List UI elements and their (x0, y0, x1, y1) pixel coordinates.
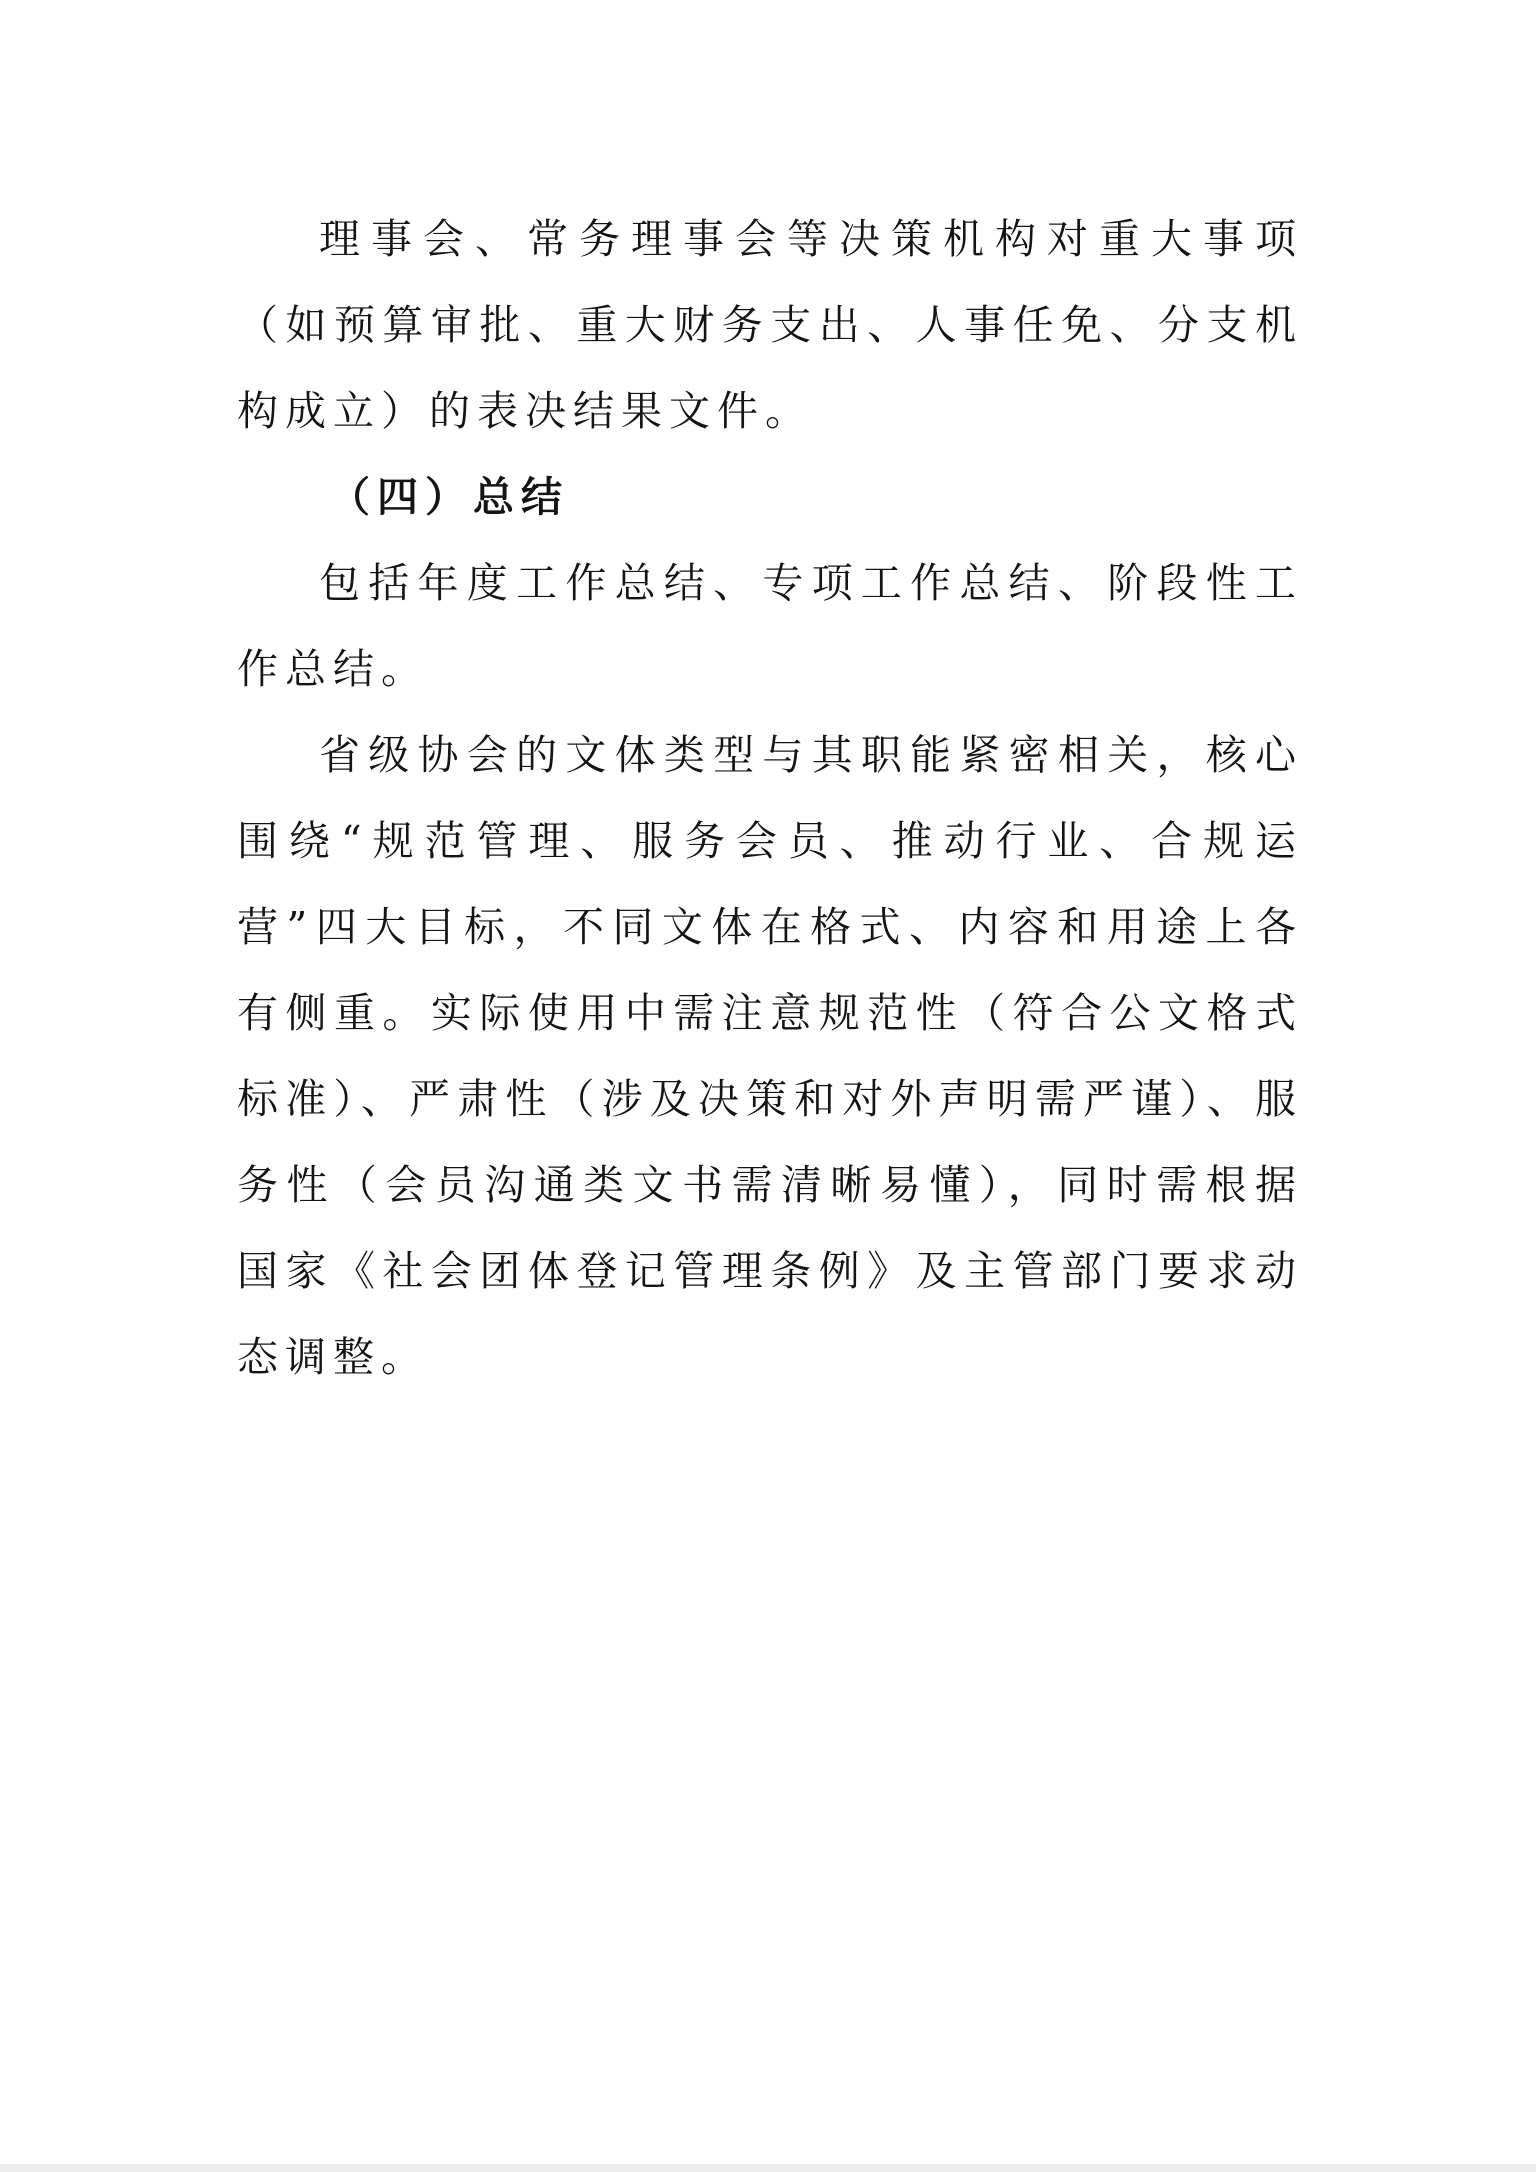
section-heading-summary: （四）总结 (329, 473, 569, 521)
paragraph-conclusion: 省级协会的文体类型与其职能紧密相关，核心围绕“规范管理、服务会员、推动行业、合规运营”四大目标，不同文体在格式、内容和用途上各有侧重。实际使用中需注意规范性（符合公文格式标准）、严肃性（涉及决策和对外声明需严谨）、服务性（会员沟通类文书需清晰易懂），同时需根据国家《社会团体登记管理条例》及主管部门要求动态调整。 (237, 731, 1303, 1381)
page-bottom-edge (0, 2164, 1536, 2172)
paragraph-decision-documents: 理事会、常务理事会等决策机构对重大事项（如预算审批、重大财务支出、人事任免、分支机构成立）的表决结果文件。 (237, 215, 1303, 435)
paragraph-summary-types: 包括年度工作总结、专项工作总结、阶段性工作总结。 (237, 559, 1303, 693)
document-body (237, 196, 1303, 1400)
